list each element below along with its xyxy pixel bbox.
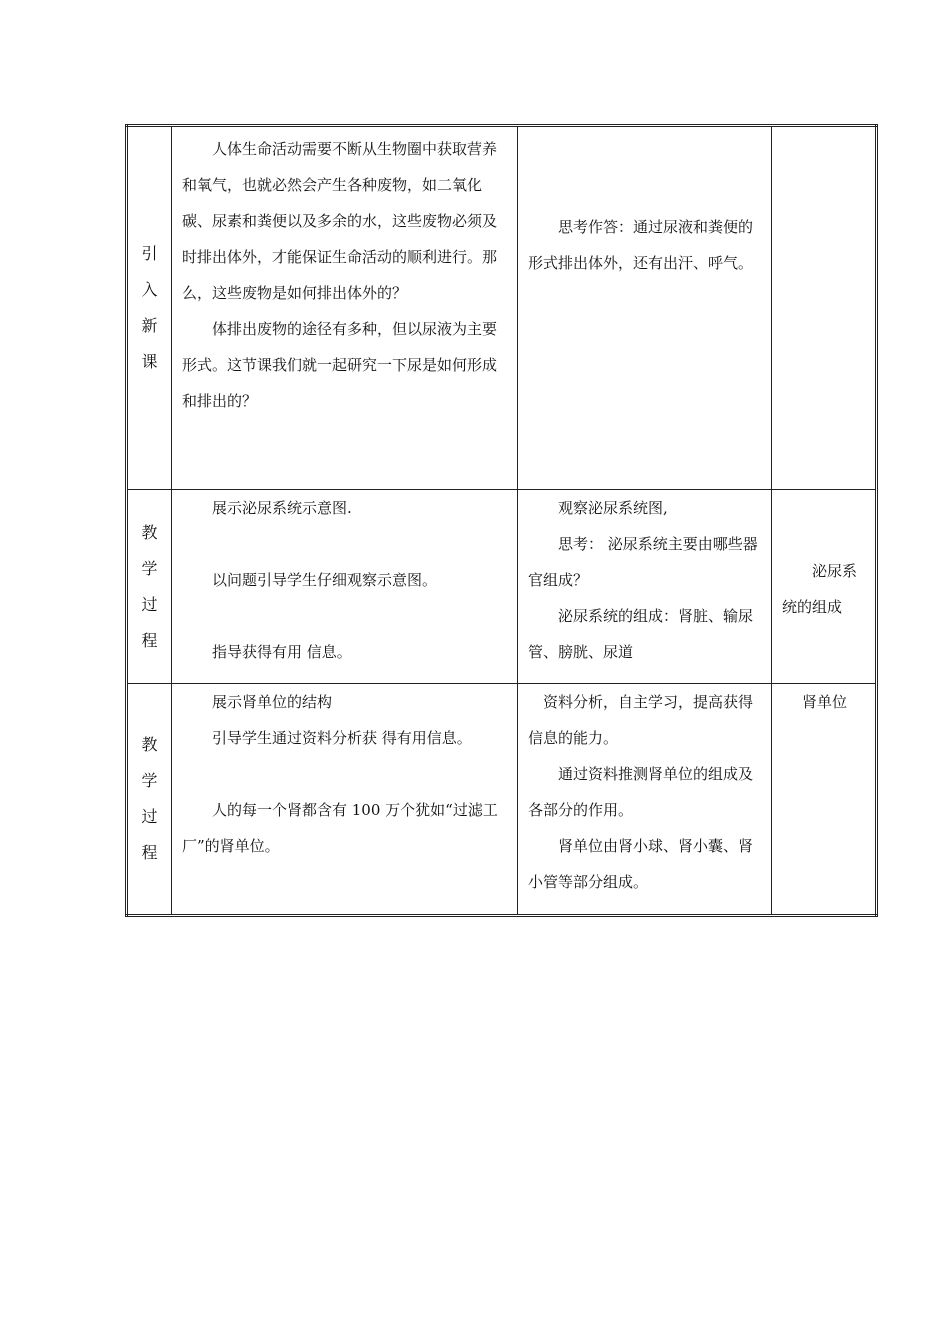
teacher-text: 展示肾单位的结构 [212,693,333,711]
stage-char: 课 [141,352,158,371]
stage-char: 程 [141,630,158,650]
student-text: 资料分析，自主学习，提高获得信息的能力。 [528,693,754,747]
student-text: 通过资料推测肾单位的组成及各部分的作用。 [528,765,754,819]
table-row [127,126,877,490]
lesson-plan-table [125,124,878,917]
stage-char: 新 [141,316,158,335]
teacher-text: 引导学生通过资料分析获 得有用信息。 [212,729,472,747]
stage-char: 教 [141,522,158,542]
note-text: 肾单位 [801,693,847,711]
teacher-text: 展示泌尿系统示意图. [212,499,352,517]
stage-char: 教 [141,735,158,754]
teacher-text: 指导获得有用 信息。 [212,643,352,661]
student-activity-cell [518,490,772,684]
teacher-text: 人的每一个肾都含有 100 万个犹如“过滤工 厂”的肾单位。 [182,801,498,855]
teacher-text: 人体生命活动需要不断从生物圈中获取营养和氧气，也就必然会产生各种废物，如二氧化碳、尿素和粪便以及多余的水，这些废物必须及时排出体外，才能保证生命活动的顺利进行。那么，这些废物是如何排出体外的？ [182,140,498,302]
stage-char: 过 [141,594,158,614]
note-cell [772,684,877,916]
student-activity-cell [518,684,772,916]
teacher-activity-cell [172,684,518,916]
stage-cell [127,126,172,490]
student-text: 思考作答：通过尿液和粪便的形式排出体外，还有出汗、呼气。 [528,218,754,272]
note-cell [772,126,877,490]
stage-char: 入 [141,280,158,299]
note-text: 泌尿系统的组成 [782,561,858,616]
teacher-text: 体排出废物的途径有多种，但以尿液为主要形式。这节课我们就一起研究一下尿是如何形成和排出的？ [182,320,498,410]
student-text: 思考： 泌尿系统主要由哪些器官组成？ [528,535,758,589]
student-text: 肾单位由肾小球、肾小囊、肾小管等部分组成。 [528,837,754,891]
table-row [127,490,877,684]
stage-cell [127,684,172,916]
stage-cell [127,490,172,684]
teacher-activity-cell [172,126,518,490]
stage-char: 过 [141,807,158,826]
student-text: 观察泌尿系统图, [558,499,668,517]
teacher-text: 以问题引导学生仔细观察示意图。 [212,571,438,589]
stage-char: 学 [141,558,158,578]
stage-char: 程 [141,843,158,862]
student-text: 泌尿系统的组成：肾脏、输尿管、膀胱、尿道 [528,607,754,661]
note-cell [772,490,877,684]
stage-char: 学 [141,771,158,790]
stage-char: 引 [141,244,158,263]
teacher-activity-cell [172,490,518,684]
table-row [127,684,877,916]
student-activity-cell [518,126,772,490]
